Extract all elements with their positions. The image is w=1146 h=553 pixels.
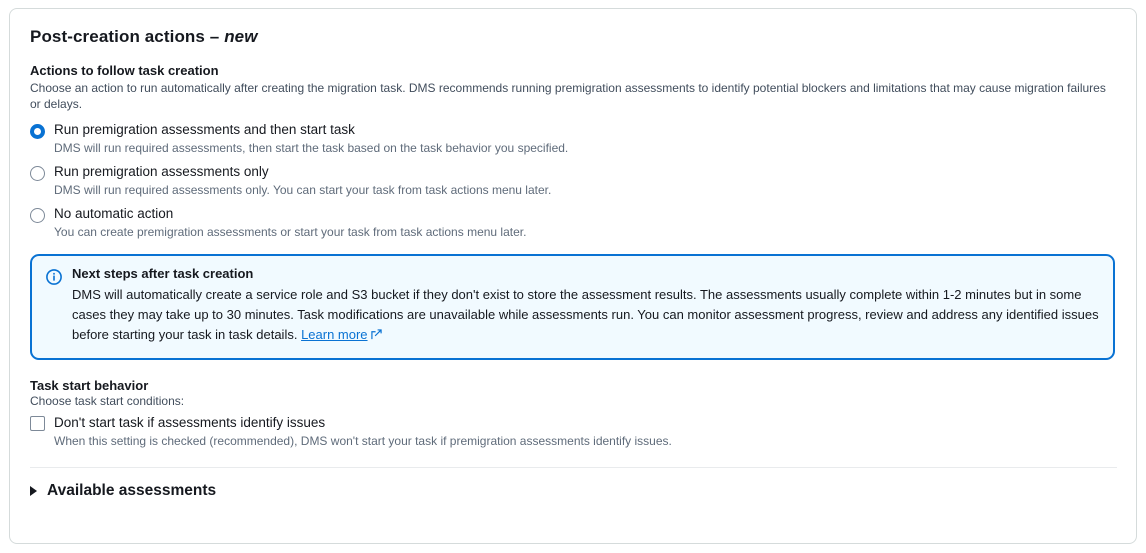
info-icon <box>46 269 62 285</box>
external-link-icon[interactable] <box>371 326 382 346</box>
info-alert <box>30 254 1115 360</box>
learn-more-link[interactable]: Learn more <box>301 327 368 342</box>
radio-option-hint: DMS will run required assessments, then start the task based on the task behavior you specified. <box>54 141 569 155</box>
actions-section-description: Choose an action to run automatically after creating the migration task. DMS recommends running premigration assessments to identify potential blockers and limitations that may cause migration failures or delays. <box>30 81 1106 111</box>
chevron-right-icon[interactable] <box>30 486 37 496</box>
checkbox-icon[interactable] <box>30 416 45 431</box>
task-start-behavior-label: Task start behavior <box>30 378 149 393</box>
radio-button-icon[interactable] <box>30 124 45 139</box>
section-divider <box>30 467 1117 468</box>
radio-option-run-assessments-only[interactable] <box>30 164 1116 198</box>
task-start-behavior-description: Choose task start conditions: <box>30 394 185 408</box>
post-creation-actions-panel <box>9 8 1137 544</box>
info-alert-text: DMS will automatically create a service role and S3 bucket if they don't exist to store the assessment results. The assessments usually complete within 1-2 minutes but in some cases they may take up to 30 minutes. Task modifications are unavailable while assessments run. You can monitor assessment progress, review and address any identified issues before starting your task in task details. <box>72 287 1099 342</box>
radio-option-label: Run premigration assessments and then start task <box>54 122 355 137</box>
radio-option-label: No automatic action <box>54 206 174 221</box>
actions-section-label: Actions to follow task creation <box>30 63 219 78</box>
available-assessments-label: Available assessments <box>47 482 217 499</box>
radio-option-run-assessments-and-start[interactable] <box>30 122 1116 156</box>
page-title <box>30 27 1116 47</box>
actions-radio-group <box>30 122 1116 240</box>
checkbox-label: Don't start task if assessments identify issues <box>54 415 326 430</box>
radio-button-icon[interactable] <box>30 166 45 181</box>
page-title-new-badge: new <box>224 27 258 46</box>
info-alert-title: Next steps after task creation <box>72 266 254 281</box>
radio-option-hint: DMS will run required assessments only. You can start your task from task actions menu later. <box>54 183 552 197</box>
checkbox-hint: When this setting is checked (recommended), DMS won't start your task if premigration assessments identify issues. <box>54 434 672 448</box>
checkbox-dont-start-task[interactable] <box>30 414 1116 449</box>
page-title-text: Post-creation actions – <box>30 27 225 46</box>
radio-option-no-automatic-action[interactable] <box>30 206 1116 240</box>
radio-option-label: Run premigration assessments only <box>54 164 269 179</box>
available-assessments-expander[interactable] <box>30 482 1116 500</box>
info-alert-body <box>72 285 1099 346</box>
radio-option-hint: You can create premigration assessments or start your task from task actions menu later. <box>54 225 527 239</box>
radio-button-icon[interactable] <box>30 208 45 223</box>
